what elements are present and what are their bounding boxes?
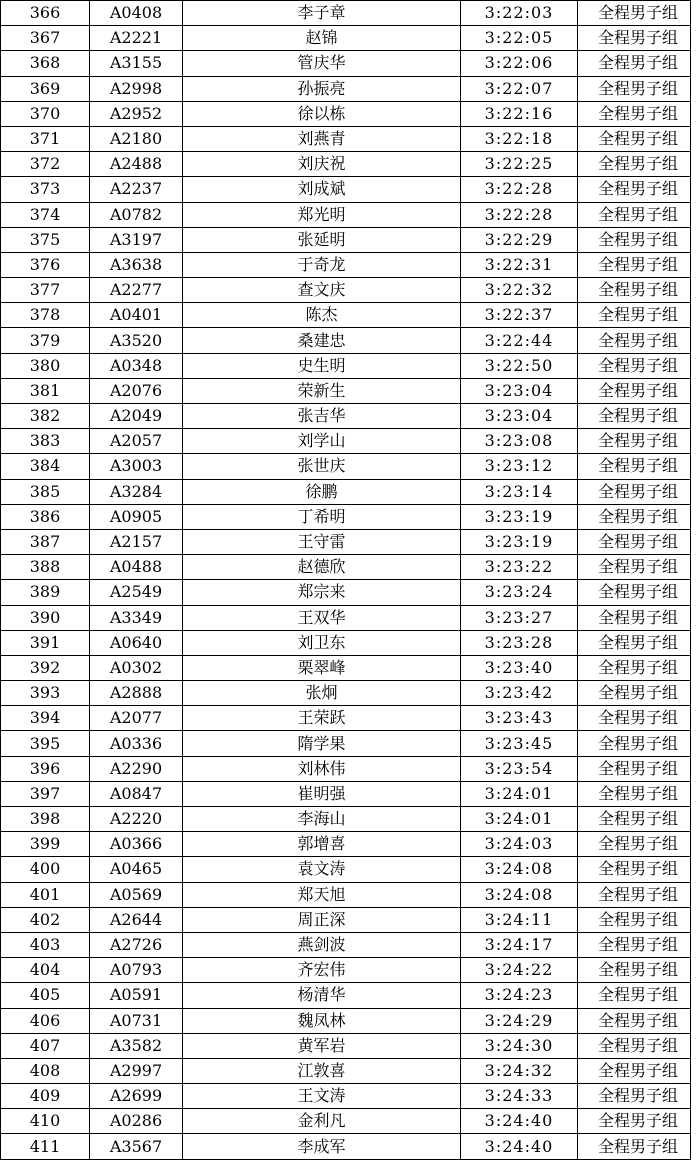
bib-number-cell: A0782 — [90, 202, 183, 227]
group-cell: 全程男子组 — [578, 353, 691, 378]
rank-cell: 367 — [1, 26, 90, 51]
runner-name-cell: 李成军 — [183, 1134, 461, 1159]
group-cell: 全程男子组 — [578, 983, 691, 1008]
rank-cell: 393 — [1, 681, 90, 706]
runner-name-cell: 赵锦 — [183, 26, 461, 51]
table-row — [1, 101, 691, 126]
bib-number-cell: A0731 — [90, 1008, 183, 1033]
runner-name-cell: 栗翠峰 — [183, 655, 461, 680]
group-cell: 全程男子组 — [578, 404, 691, 429]
rank-cell: 408 — [1, 1058, 90, 1083]
rank-cell: 375 — [1, 227, 90, 252]
rank-cell: 385 — [1, 479, 90, 504]
finish-time-cell: 3:23:04 — [461, 378, 578, 403]
rank-cell: 379 — [1, 328, 90, 353]
finish-time-cell: 3:24:29 — [461, 1008, 578, 1033]
table-row — [1, 756, 691, 781]
runner-name-cell: 王双华 — [183, 605, 461, 630]
rank-cell: 405 — [1, 983, 90, 1008]
results-table-body — [1, 1, 691, 1160]
runner-name-cell: 史生明 — [183, 353, 461, 378]
rank-cell: 366 — [1, 1, 90, 26]
bib-number-cell: A0336 — [90, 731, 183, 756]
runner-name-cell: 王荣跃 — [183, 706, 461, 731]
table-row — [1, 51, 691, 76]
finish-time-cell: 3:23:40 — [461, 655, 578, 680]
finish-time-cell: 3:24:01 — [461, 807, 578, 832]
group-cell: 全程男子组 — [578, 731, 691, 756]
table-row — [1, 1134, 691, 1159]
table-row — [1, 1008, 691, 1033]
table-row — [1, 781, 691, 806]
rank-cell: 388 — [1, 555, 90, 580]
table-row — [1, 1, 691, 26]
group-cell: 全程男子组 — [578, 504, 691, 529]
bib-number-cell: A2077 — [90, 706, 183, 731]
group-cell: 全程男子组 — [578, 51, 691, 76]
group-cell: 全程男子组 — [578, 1134, 691, 1159]
bib-number-cell: A0348 — [90, 353, 183, 378]
bib-number-cell: A3582 — [90, 1033, 183, 1058]
bib-number-cell: A3284 — [90, 479, 183, 504]
runner-name-cell: 郑光明 — [183, 202, 461, 227]
group-cell: 全程男子组 — [578, 807, 691, 832]
group-cell: 全程男子组 — [578, 76, 691, 101]
rank-cell: 369 — [1, 76, 90, 101]
group-cell: 全程男子组 — [578, 832, 691, 857]
group-cell: 全程男子组 — [578, 378, 691, 403]
runner-name-cell: 徐鹏 — [183, 479, 461, 504]
rank-cell: 403 — [1, 932, 90, 957]
rank-cell: 399 — [1, 832, 90, 857]
bib-number-cell: A3520 — [90, 328, 183, 353]
rank-cell: 368 — [1, 51, 90, 76]
group-cell: 全程男子组 — [578, 706, 691, 731]
rank-cell: 387 — [1, 529, 90, 554]
group-cell: 全程男子组 — [578, 1084, 691, 1109]
finish-time-cell: 3:24:08 — [461, 882, 578, 907]
bib-number-cell: A0366 — [90, 832, 183, 857]
group-cell: 全程男子组 — [578, 303, 691, 328]
group-cell: 全程男子组 — [578, 630, 691, 655]
group-cell: 全程男子组 — [578, 1058, 691, 1083]
bib-number-cell: A0793 — [90, 958, 183, 983]
bib-number-cell: A0401 — [90, 303, 183, 328]
finish-time-cell: 3:23:04 — [461, 404, 578, 429]
bib-number-cell: A2488 — [90, 152, 183, 177]
group-cell: 全程男子组 — [578, 882, 691, 907]
rank-cell: 400 — [1, 857, 90, 882]
rank-cell: 386 — [1, 504, 90, 529]
bib-number-cell: A0488 — [90, 555, 183, 580]
finish-time-cell: 3:24:33 — [461, 1084, 578, 1109]
table-row — [1, 454, 691, 479]
runner-name-cell: 刘庆祝 — [183, 152, 461, 177]
bib-number-cell: A0569 — [90, 882, 183, 907]
table-row — [1, 1109, 691, 1134]
group-cell: 全程男子组 — [578, 605, 691, 630]
table-row — [1, 26, 691, 51]
bib-number-cell: A3197 — [90, 227, 183, 252]
finish-time-cell: 3:23:22 — [461, 555, 578, 580]
rank-cell: 392 — [1, 655, 90, 680]
runner-name-cell: 刘卫东 — [183, 630, 461, 655]
finish-time-cell: 3:24:01 — [461, 781, 578, 806]
table-row — [1, 1084, 691, 1109]
group-cell: 全程男子组 — [578, 177, 691, 202]
group-cell: 全程男子组 — [578, 152, 691, 177]
rank-cell: 382 — [1, 404, 90, 429]
finish-time-cell: 3:24:03 — [461, 832, 578, 857]
table-row — [1, 378, 691, 403]
bib-number-cell: A2726 — [90, 932, 183, 957]
runner-name-cell: 徐以栋 — [183, 101, 461, 126]
table-row — [1, 404, 691, 429]
table-row — [1, 252, 691, 277]
bib-number-cell: A2998 — [90, 76, 183, 101]
runner-name-cell: 金利凡 — [183, 1109, 461, 1134]
table-row — [1, 479, 691, 504]
rank-cell: 391 — [1, 630, 90, 655]
table-row — [1, 328, 691, 353]
group-cell: 全程男子组 — [578, 756, 691, 781]
runner-name-cell: 隋学果 — [183, 731, 461, 756]
bib-number-cell: A3003 — [90, 454, 183, 479]
runner-name-cell: 查文庆 — [183, 278, 461, 303]
bib-number-cell: A2049 — [90, 404, 183, 429]
finish-time-cell: 3:23:19 — [461, 529, 578, 554]
group-cell: 全程男子组 — [578, 1033, 691, 1058]
finish-time-cell: 3:23:08 — [461, 429, 578, 454]
bib-number-cell: A2157 — [90, 529, 183, 554]
finish-time-cell: 3:22:28 — [461, 202, 578, 227]
finish-time-cell: 3:22:37 — [461, 303, 578, 328]
rank-cell: 383 — [1, 429, 90, 454]
bib-number-cell: A0465 — [90, 857, 183, 882]
group-cell: 全程男子组 — [578, 857, 691, 882]
runner-name-cell: 陈杰 — [183, 303, 461, 328]
table-row — [1, 429, 691, 454]
bib-number-cell: A0847 — [90, 781, 183, 806]
rank-cell: 389 — [1, 580, 90, 605]
table-row — [1, 932, 691, 957]
table-row — [1, 630, 691, 655]
table-row — [1, 278, 691, 303]
runner-name-cell: 李子章 — [183, 1, 461, 26]
runner-name-cell: 王文涛 — [183, 1084, 461, 1109]
bib-number-cell: A2290 — [90, 756, 183, 781]
runner-name-cell: 刘燕青 — [183, 126, 461, 151]
finish-time-cell: 3:24:08 — [461, 857, 578, 882]
rank-cell: 404 — [1, 958, 90, 983]
finish-time-cell: 3:23:12 — [461, 454, 578, 479]
group-cell: 全程男子组 — [578, 479, 691, 504]
group-cell: 全程男子组 — [578, 781, 691, 806]
finish-time-cell: 3:22:28 — [461, 177, 578, 202]
runner-name-cell: 刘成斌 — [183, 177, 461, 202]
group-cell: 全程男子组 — [578, 252, 691, 277]
group-cell: 全程男子组 — [578, 26, 691, 51]
bib-number-cell: A3638 — [90, 252, 183, 277]
table-row — [1, 1058, 691, 1083]
finish-time-cell: 3:22:16 — [461, 101, 578, 126]
finish-time-cell: 3:23:54 — [461, 756, 578, 781]
runner-name-cell: 黄军岩 — [183, 1033, 461, 1058]
group-cell: 全程男子组 — [578, 655, 691, 680]
finish-time-cell: 3:23:45 — [461, 731, 578, 756]
finish-time-cell: 3:24:40 — [461, 1109, 578, 1134]
finish-time-cell: 3:22:25 — [461, 152, 578, 177]
table-row — [1, 529, 691, 554]
finish-time-cell: 3:23:24 — [461, 580, 578, 605]
runner-name-cell: 桑建忠 — [183, 328, 461, 353]
runner-name-cell: 郑天旭 — [183, 882, 461, 907]
finish-time-cell: 3:24:22 — [461, 958, 578, 983]
finish-time-cell: 3:22:31 — [461, 252, 578, 277]
finish-time-cell: 3:24:40 — [461, 1134, 578, 1159]
group-cell: 全程男子组 — [578, 126, 691, 151]
finish-time-cell: 3:24:17 — [461, 932, 578, 957]
group-cell: 全程男子组 — [578, 907, 691, 932]
bib-number-cell: A0640 — [90, 630, 183, 655]
bib-number-cell: A2221 — [90, 26, 183, 51]
table-row — [1, 681, 691, 706]
table-row — [1, 882, 691, 907]
group-cell: 全程男子组 — [578, 1109, 691, 1134]
bib-number-cell: A0591 — [90, 983, 183, 1008]
bib-number-cell: A2237 — [90, 177, 183, 202]
runner-name-cell: 刘林伟 — [183, 756, 461, 781]
runner-name-cell: 崔明强 — [183, 781, 461, 806]
table-row — [1, 76, 691, 101]
group-cell: 全程男子组 — [578, 429, 691, 454]
bib-number-cell: A2549 — [90, 580, 183, 605]
rank-cell: 384 — [1, 454, 90, 479]
group-cell: 全程男子组 — [578, 202, 691, 227]
group-cell: 全程男子组 — [578, 101, 691, 126]
finish-time-cell: 3:22:06 — [461, 51, 578, 76]
runner-name-cell: 江敦喜 — [183, 1058, 461, 1083]
rank-cell: 406 — [1, 1008, 90, 1033]
table-row — [1, 353, 691, 378]
runner-name-cell: 周正深 — [183, 907, 461, 932]
runner-name-cell: 管庆华 — [183, 51, 461, 76]
bib-number-cell: A2180 — [90, 126, 183, 151]
table-row — [1, 907, 691, 932]
table-row — [1, 504, 691, 529]
table-row — [1, 227, 691, 252]
group-cell: 全程男子组 — [578, 278, 691, 303]
runner-name-cell: 袁文涛 — [183, 857, 461, 882]
group-cell: 全程男子组 — [578, 580, 691, 605]
rank-cell: 373 — [1, 177, 90, 202]
rank-cell: 381 — [1, 378, 90, 403]
rank-cell: 410 — [1, 1109, 90, 1134]
rank-cell: 398 — [1, 807, 90, 832]
group-cell: 全程男子组 — [578, 328, 691, 353]
finish-time-cell: 3:24:23 — [461, 983, 578, 1008]
table-row — [1, 655, 691, 680]
bib-number-cell: A3349 — [90, 605, 183, 630]
finish-time-cell: 3:23:28 — [461, 630, 578, 655]
rank-cell: 370 — [1, 101, 90, 126]
group-cell: 全程男子组 — [578, 555, 691, 580]
rank-cell: 374 — [1, 202, 90, 227]
bib-number-cell: A0302 — [90, 655, 183, 680]
table-row — [1, 1033, 691, 1058]
finish-time-cell: 3:24:11 — [461, 907, 578, 932]
table-row — [1, 605, 691, 630]
table-row — [1, 202, 691, 227]
bib-number-cell: A2699 — [90, 1084, 183, 1109]
bib-number-cell: A3567 — [90, 1134, 183, 1159]
runner-name-cell: 张炯 — [183, 681, 461, 706]
table-row — [1, 983, 691, 1008]
runner-name-cell: 王守雷 — [183, 529, 461, 554]
group-cell: 全程男子组 — [578, 1, 691, 26]
table-row — [1, 303, 691, 328]
runner-name-cell: 李海山 — [183, 807, 461, 832]
rank-cell: 378 — [1, 303, 90, 328]
finish-time-cell: 3:22:07 — [461, 76, 578, 101]
finish-time-cell: 3:22:50 — [461, 353, 578, 378]
runner-name-cell: 郑宗来 — [183, 580, 461, 605]
group-cell: 全程男子组 — [578, 958, 691, 983]
finish-time-cell: 3:23:42 — [461, 681, 578, 706]
table-row — [1, 807, 691, 832]
group-cell: 全程男子组 — [578, 529, 691, 554]
rank-cell: 409 — [1, 1084, 90, 1109]
runner-name-cell: 丁希明 — [183, 504, 461, 529]
bib-number-cell: A0905 — [90, 504, 183, 529]
runner-name-cell: 张吉华 — [183, 404, 461, 429]
group-cell: 全程男子组 — [578, 454, 691, 479]
rank-cell: 407 — [1, 1033, 90, 1058]
rank-cell: 377 — [1, 278, 90, 303]
bib-number-cell: A2076 — [90, 378, 183, 403]
finish-time-cell: 3:23:14 — [461, 479, 578, 504]
runner-name-cell: 郭增喜 — [183, 832, 461, 857]
finish-time-cell: 3:22:44 — [461, 328, 578, 353]
bib-number-cell: A3155 — [90, 51, 183, 76]
rank-cell: 372 — [1, 152, 90, 177]
runner-name-cell: 张世庆 — [183, 454, 461, 479]
finish-time-cell: 3:22:05 — [461, 26, 578, 51]
finish-time-cell: 3:22:03 — [461, 1, 578, 26]
table-row — [1, 857, 691, 882]
rank-cell: 396 — [1, 756, 90, 781]
rank-cell: 411 — [1, 1134, 90, 1159]
group-cell: 全程男子组 — [578, 681, 691, 706]
bib-number-cell: A2277 — [90, 278, 183, 303]
finish-time-cell: 3:23:27 — [461, 605, 578, 630]
table-row — [1, 555, 691, 580]
table-row — [1, 177, 691, 202]
rank-cell: 390 — [1, 605, 90, 630]
finish-time-cell: 3:23:43 — [461, 706, 578, 731]
runner-name-cell: 刘学山 — [183, 429, 461, 454]
finish-time-cell: 3:23:19 — [461, 504, 578, 529]
bib-number-cell: A2644 — [90, 907, 183, 932]
finish-time-cell: 3:24:30 — [461, 1033, 578, 1058]
runner-name-cell: 燕剑波 — [183, 932, 461, 957]
bib-number-cell: A2888 — [90, 681, 183, 706]
bib-number-cell: A2057 — [90, 429, 183, 454]
runner-name-cell: 于奇龙 — [183, 252, 461, 277]
runner-name-cell: 齐宏伟 — [183, 958, 461, 983]
runner-name-cell: 杨清华 — [183, 983, 461, 1008]
bib-number-cell: A2952 — [90, 101, 183, 126]
table-row — [1, 832, 691, 857]
runner-name-cell: 荣新生 — [183, 378, 461, 403]
finish-time-cell: 3:22:29 — [461, 227, 578, 252]
table-row — [1, 958, 691, 983]
finish-time-cell: 3:22:18 — [461, 126, 578, 151]
runner-name-cell: 孙振亮 — [183, 76, 461, 101]
rank-cell: 397 — [1, 781, 90, 806]
rank-cell: 380 — [1, 353, 90, 378]
table-row — [1, 580, 691, 605]
finish-time-cell: 3:24:32 — [461, 1058, 578, 1083]
bib-number-cell: A0286 — [90, 1109, 183, 1134]
rank-cell: 376 — [1, 252, 90, 277]
bib-number-cell: A2997 — [90, 1058, 183, 1083]
group-cell: 全程男子组 — [578, 227, 691, 252]
table-row — [1, 126, 691, 151]
rank-cell: 395 — [1, 731, 90, 756]
rank-cell: 402 — [1, 907, 90, 932]
runner-name-cell: 赵德欣 — [183, 555, 461, 580]
finish-time-cell: 3:22:32 — [461, 278, 578, 303]
bib-number-cell: A2220 — [90, 807, 183, 832]
table-row — [1, 731, 691, 756]
table-row — [1, 706, 691, 731]
bib-number-cell: A0408 — [90, 1, 183, 26]
rank-cell: 401 — [1, 882, 90, 907]
group-cell: 全程男子组 — [578, 1008, 691, 1033]
rank-cell: 394 — [1, 706, 90, 731]
runner-name-cell: 魏凤林 — [183, 1008, 461, 1033]
runner-name-cell: 张延明 — [183, 227, 461, 252]
rank-cell: 371 — [1, 126, 90, 151]
table-row — [1, 152, 691, 177]
group-cell: 全程男子组 — [578, 932, 691, 957]
